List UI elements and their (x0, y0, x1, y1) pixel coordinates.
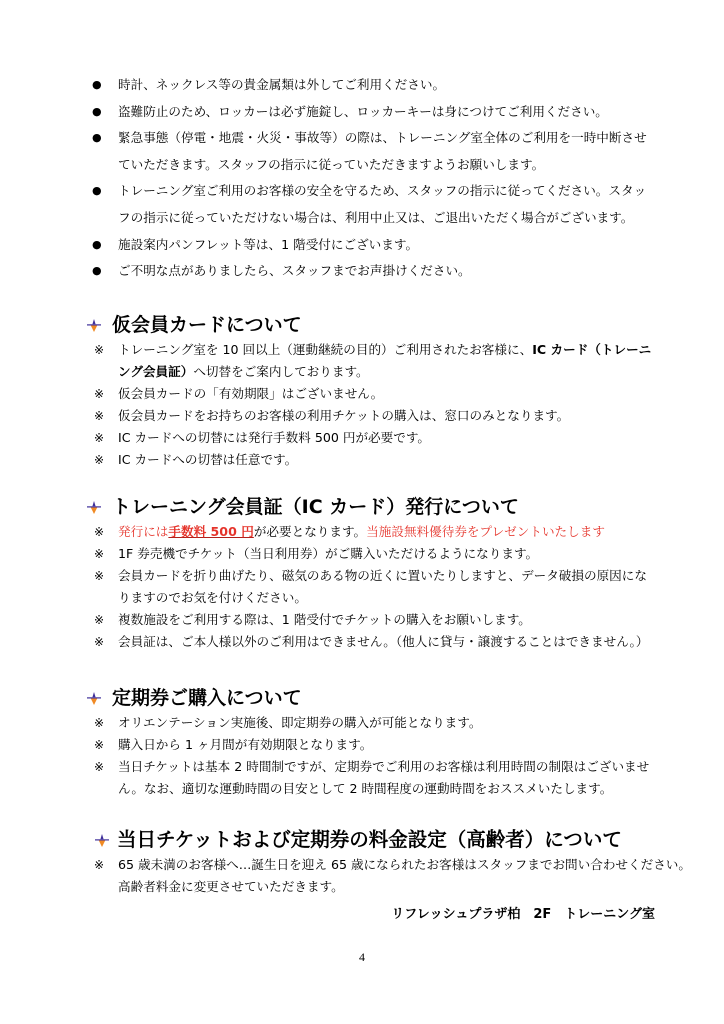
section-commuter-pass (0, 686, 724, 800)
note-line: 仮会員カードをお持ちのお客様の利用チケットの購入は、窓口のみとなります。 (118, 408, 570, 423)
rules-bullet-list (92, 72, 647, 285)
note-text (118, 712, 481, 734)
note-text (118, 339, 651, 383)
note-line: 当日チケットは基本 2 時間制ですが、定期券でご利用のお客様は利用時間の制限はございませ (118, 759, 650, 774)
bullet-text (118, 178, 646, 231)
note-mark: ※ (94, 453, 105, 467)
section-member-card-issue (0, 495, 724, 653)
note-text (118, 854, 691, 898)
note-line: 購入日から 1 ヶ月間が有効期限となります。 (118, 737, 373, 752)
note-line: ん。なお、適切な運動時間の目安として 2 時間程度の運動時間をおススメいたします。 (118, 781, 613, 796)
section-heading-text: 仮会員カードについて (112, 314, 302, 336)
note-list (0, 521, 724, 653)
note-item (0, 565, 724, 609)
note-item (0, 631, 724, 653)
bullet-text (118, 232, 418, 259)
note-item (0, 712, 724, 734)
note-segment-bold: ング会員証） (118, 364, 194, 379)
note-mark: ※ (94, 716, 105, 730)
note-item (0, 543, 724, 565)
bullet-item (92, 258, 647, 285)
note-item (0, 854, 724, 898)
bullet-item (92, 72, 647, 99)
bullet-line: ご不明な点がありましたら、スタッフまでお声掛けください。 (118, 263, 471, 279)
bullet-text (118, 72, 445, 99)
note-mark: ※ (94, 343, 105, 357)
note-line: 仮会員カードの「有効期限」はございません。 (118, 386, 384, 401)
section-heading (0, 686, 724, 710)
note-list (0, 712, 724, 800)
bullet-text (118, 258, 471, 285)
note-line: りますのでお気を付けください。 (118, 590, 307, 605)
note-item (0, 405, 724, 427)
bullet-line: 緊急事態（停電・地震・火災・事故等）の際は、トレーニング室全体のご利用を一時中断させ (118, 130, 647, 146)
note-line: 65 歳未満のお客様へ…誕生日を迎え 65 歳になられたお客様はスタッフまでお問い合わせください。 (118, 857, 691, 872)
bullet-line: フの指示に従っていただけない場合は、利用中止又は、ご退出いただく場合がございます。 (118, 209, 634, 225)
note-mark: ※ (94, 409, 105, 423)
bullet-text (118, 99, 608, 126)
note-mark: ※ (94, 613, 105, 627)
note-item (0, 756, 724, 800)
section-senior-pricing (0, 828, 724, 898)
section-heading (0, 313, 724, 337)
note-line: 会員カードを折り曲げたり、磁気のある物の近くに置いたりしますと、データ破損の原因にな (118, 568, 647, 583)
note-mark: ※ (94, 431, 105, 445)
note-segment-red: 発行には (118, 524, 169, 539)
bullet-line: ていただきます。スタッフの指示に従っていただきますようお願いします。 (118, 156, 545, 172)
note-item (0, 427, 724, 449)
bullet-item (92, 232, 647, 259)
note-text (118, 543, 538, 565)
note-line: IC カードへの切替は任意です。 (118, 452, 298, 467)
section-heading-text: トレーニング会員証（IC カード）発行について (112, 496, 519, 518)
note-segment: へ切替をご案内しております。 (193, 364, 369, 379)
note-text (118, 756, 649, 800)
bullet-line: 盗難防止のため、ロッカーは必ず施錠し、ロッカーキーは身につけてご利用ください。 (118, 103, 608, 119)
bullet-mark: ● (92, 184, 102, 198)
note-item (0, 339, 724, 383)
bullet-line: 施設案内パンフレット等は、1 階受付にございます。 (118, 236, 419, 252)
note-line: 1F 券売機でチケット（当日利用券）がご購入いただけるようになります。 (118, 546, 539, 561)
diamond-arrow-icon (87, 500, 101, 514)
facility-signature: リフレッシュプラザ柏 2F トレーニング室 (391, 907, 655, 922)
bullet-mark: ● (92, 237, 102, 251)
note-line: 会員証は、ご本人様以外のご利用はできません。（他人に貸与・譲渡することはできません。） (118, 634, 649, 649)
note-text (118, 631, 648, 653)
note-text (118, 521, 605, 543)
note-mark: ※ (94, 738, 105, 752)
note-item (0, 734, 724, 756)
note-text (118, 734, 372, 756)
note-item (0, 383, 724, 405)
section-temporary-card (0, 313, 724, 471)
diamond-arrow-icon (95, 833, 109, 847)
bullet-mark: ● (92, 264, 102, 278)
note-line: IC カードへの切替には発行手数料 500 円が必要です。 (118, 430, 431, 445)
note-list (0, 854, 724, 898)
note-text (118, 449, 297, 471)
note-text (118, 405, 569, 427)
diamond-arrow-icon (87, 318, 101, 332)
note-text (118, 609, 531, 631)
bullet-line: トレーニング室ご利用のお客様の安全を守るため、スタッフの指示に従ってください。スタッ (118, 183, 647, 199)
bullet-item (92, 178, 647, 231)
note-line (118, 521, 605, 543)
note-line: 高齢者料金に変更させていただきます。 (118, 879, 344, 894)
note-line: オリエンテーション実施後、即定期券の購入が可能となります。 (118, 715, 482, 730)
section-heading-text: 当日チケットおよび定期券の料金設定（高齢者）について (117, 828, 622, 851)
bullet-item (92, 125, 647, 178)
section-heading-text: 定期券ご購入について (112, 687, 302, 709)
note-list (0, 339, 724, 471)
bullet-item (92, 99, 647, 126)
note-mark: ※ (94, 635, 105, 649)
note-mark: ※ (94, 569, 105, 583)
diamond-arrow-icon (87, 691, 101, 705)
note-mark: ※ (94, 858, 105, 872)
bullet-text (118, 125, 647, 178)
bullet-mark: ● (92, 131, 102, 145)
section-heading (0, 828, 724, 852)
note-line: 複数施設をご利用する際は、1 階受付でチケットの購入をお願いします。 (118, 612, 531, 627)
note-text (118, 565, 647, 609)
note-item (0, 609, 724, 631)
bullet-line: 時計、ネックレス等の貴金属類は外してご利用ください。 (118, 77, 446, 92)
note-line (118, 339, 651, 361)
note-item (0, 449, 724, 471)
note-mark: ※ (94, 387, 105, 401)
section-heading (0, 495, 724, 519)
note-segment: が必要となります。 (253, 524, 367, 539)
note-segment-red: 当施設無料優待券をプレゼントいたします (366, 524, 605, 539)
note-text (118, 383, 383, 405)
note-mark: ※ (94, 760, 105, 774)
note-line (118, 361, 651, 383)
note-mark: ※ (94, 547, 105, 561)
note-segment: トレーニング室を 10 回以上（運動継続の目的）ご利用されたお客様に、 (118, 342, 533, 357)
note-text (118, 427, 430, 449)
fee-highlight: 手数料 500 円 (168, 524, 254, 539)
note-segment-bold: IC カード（トレーニ (532, 342, 652, 357)
bullet-mark: ● (92, 78, 102, 91)
bullet-mark: ● (92, 104, 102, 118)
note-item (0, 521, 724, 543)
note-mark: ※ (94, 525, 105, 539)
page-number: 4 (359, 950, 365, 964)
